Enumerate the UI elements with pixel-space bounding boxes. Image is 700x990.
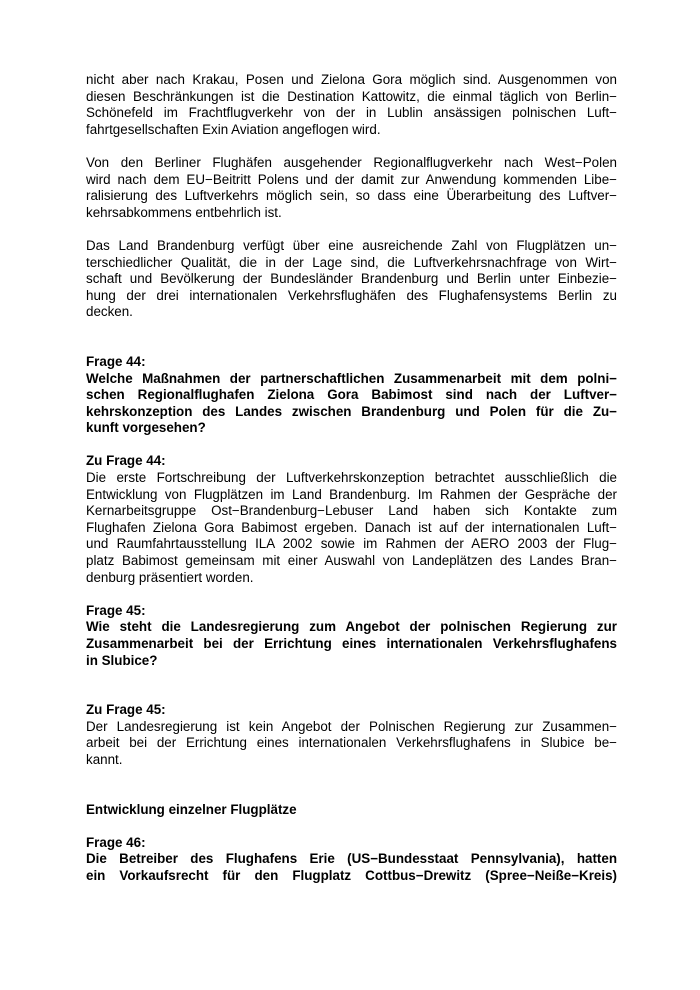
text-line: fahrtgesellschaften Exin Aviation angeflogen wird. xyxy=(86,121,381,137)
answer-line: platz Babimost gemeinsam mit einer Auswahl von Landeplätzen des Landes Bran− xyxy=(86,553,617,569)
question-line: Welche Maßnahmen der partnerschaftlichen Zusammenarbeit mit dem polni− xyxy=(86,370,617,386)
question-heading: Frage 46: xyxy=(86,834,146,850)
section-title: Entwicklung einzelner Flugplätze xyxy=(86,801,297,817)
question-line: Zusammenarbeit bei der Errichtung eines internationalen Verkehrsflughafens xyxy=(86,636,617,651)
question-heading: Frage 44: xyxy=(86,353,146,369)
paragraph-intro-3 xyxy=(86,238,617,321)
document-page xyxy=(86,72,617,885)
paragraph-intro-1 xyxy=(86,72,617,138)
answer-line: Der Landesregierung ist kein Angebot der Polnischen Regierung zur Zusammen− xyxy=(86,718,617,734)
text-line: decken. xyxy=(86,304,133,320)
question-heading: Frage 45: xyxy=(86,602,146,618)
question-line: in Slubice? xyxy=(86,652,158,668)
question-45 xyxy=(86,603,617,669)
text-line: Von den Berliner Flughäfen ausgehender Regionalflugverkehr nach West−Polen xyxy=(86,154,617,170)
question-46 xyxy=(86,835,617,885)
text-line: hung der drei internationalen Verkehrsflughäfen des Flughafensystems Berlin zu xyxy=(86,287,617,303)
answer-heading: Zu Frage 45: xyxy=(86,702,166,718)
text-line: terschiedlicher Qualität, die in der Lage sind, die Luftverkehrsnachfrage von Wirt− xyxy=(86,254,617,270)
question-line: kehrskonzeption des Landes zwischen Brandenburg und Polen für die Zu− xyxy=(86,403,617,419)
text-line: ralisierung des Luftverkehrs möglich sein, so dass eine Überarbeitung des Luftver− xyxy=(86,188,617,204)
answer-line: Die erste Fortschreibung der Luftverkehrskonzeption betrachtet ausschließlich die xyxy=(86,470,617,486)
text-line: Schönefeld im Frachtflugverkehr von der in Lublin ansässigen polnischen Luft− xyxy=(86,105,617,121)
answer-line: Entwicklung von Flugplätzen im Land Brandenburg. Im Rahmen der Gespräche der xyxy=(86,486,617,502)
question-line: Wie steht die Landesregierung zum Angebot der polnischen Regierung zur xyxy=(86,619,617,635)
answer-45 xyxy=(86,702,617,768)
answer-line: und Raumfahrtausstellung ILA 2002 sowie im Rahmen der AERO 2003 der Flug− xyxy=(86,536,617,552)
question-line: kunft vorgesehen? xyxy=(86,420,206,436)
answer-line: kannt. xyxy=(86,751,123,767)
answer-line: denburg präsentiert worden. xyxy=(86,569,254,585)
section-heading xyxy=(86,802,617,819)
question-line: ein Vorkaufsrecht für den Flugplatz Cottbus−Drewitz (Spree−Neiße−Kreis) xyxy=(86,867,617,883)
text-line: nicht aber nach Krakau, Posen und Zielona Gora möglich sind. Ausgenommen von xyxy=(86,72,617,87)
question-44 xyxy=(86,354,617,437)
text-line: wird nach dem EU−Beitritt Polens und der damit zur Anwendung kommenden Libe− xyxy=(86,171,617,187)
answer-44 xyxy=(86,453,617,586)
answer-line: Kernarbeitsgruppe Ost−Brandenburg−Lebuser Land haben sich Kontakte zum xyxy=(86,503,617,519)
answer-line: Flughafen Zielona Gora Babimost ergeben. Danach ist auf der internationalen Luft− xyxy=(86,519,617,535)
paragraph-intro-2 xyxy=(86,155,617,221)
answer-line: arbeit bei der Errichtung eines internationalen Verkehrsflughafens in Slubice be− xyxy=(86,735,617,751)
question-line: schen Regionalflughafen Zielona Gora Babimost sind nach der Luftver− xyxy=(86,387,617,403)
text-line: kehrsabkommens entbehrlich ist. xyxy=(86,204,282,220)
question-line: Die Betreiber des Flughafens Erie (US−Bundesstaat Pennsylvania), hatten xyxy=(86,851,617,867)
text-line: schaft und Bevölkerung der Bundesländer Brandenburg und Berlin unter Einbezie− xyxy=(86,271,617,287)
answer-heading: Zu Frage 44: xyxy=(86,453,166,469)
text-line: Das Land Brandenburg verfügt über eine ausreichende Zahl von Flugplätzen un− xyxy=(86,237,617,253)
text-line: diesen Beschränkungen ist die Destination Kattowitz, die einmal täglich von Berlin− xyxy=(86,88,617,104)
